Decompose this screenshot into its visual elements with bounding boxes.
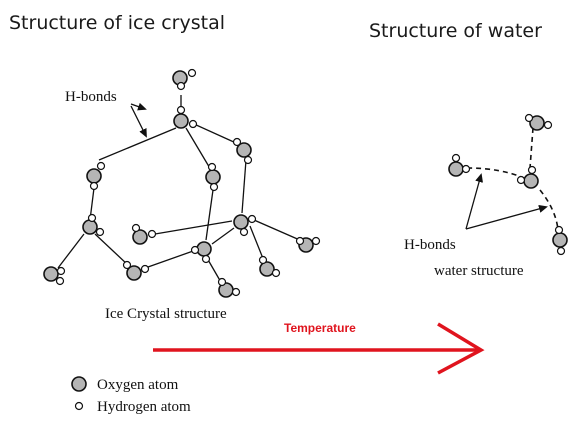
ice-hbonds-label: H-bonds bbox=[65, 89, 117, 105]
temperature-arrow bbox=[153, 321, 481, 373]
water-hbond-dash-3 bbox=[540, 190, 558, 230]
water-hbonds-label: H-bonds bbox=[404, 237, 456, 253]
water-structure-caption: water structure bbox=[434, 263, 524, 279]
water-structure-diagram bbox=[404, 115, 567, 280]
water-structure-title: Structure of water bbox=[369, 20, 542, 42]
ice-crystal-diagram bbox=[44, 70, 320, 323]
legend-hydrogen-icon bbox=[76, 403, 83, 410]
legend-hydrogen-label: Hydrogen atom bbox=[97, 399, 191, 415]
ice-crystal-caption: Ice Crystal structure bbox=[105, 306, 227, 322]
legend-oxygen-icon bbox=[72, 377, 86, 391]
water-hbond-pointer-1 bbox=[466, 175, 481, 229]
water-hbond-dash-2 bbox=[530, 128, 533, 168]
legend bbox=[72, 377, 191, 415]
ice-hbond-pointer-2 bbox=[131, 106, 146, 136]
ice-structure-title: Structure of ice crystal bbox=[9, 12, 226, 34]
water-hbond-dash-1 bbox=[467, 168, 524, 178]
water-hbond-pointer-2 bbox=[466, 207, 546, 229]
legend-oxygen-label: Oxygen atom bbox=[97, 377, 179, 393]
ice-hbond-pointer-1 bbox=[131, 104, 145, 109]
temperature-label: Temperature bbox=[284, 321, 356, 335]
